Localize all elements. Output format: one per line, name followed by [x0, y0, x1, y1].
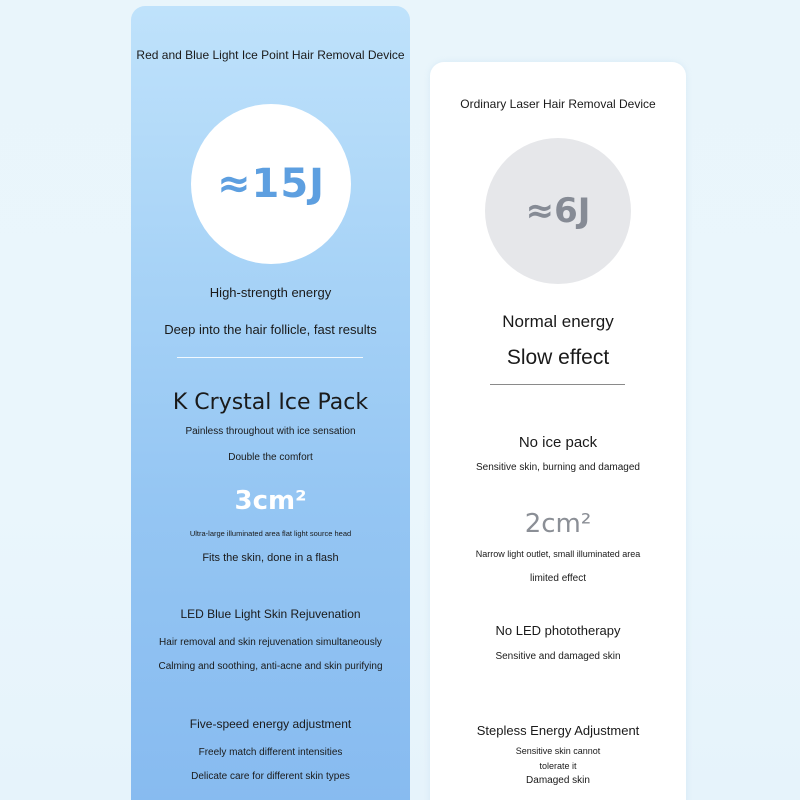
left-ice-line1: Painless throughout with ice sensation [185, 426, 356, 437]
left-area-line2: Fits the skin, done in a flash [202, 552, 339, 564]
right-area-value: 2cm² [524, 509, 592, 539]
right-led-title: No LED phototherapy [495, 623, 621, 638]
right-ice-line1: Sensitive skin, burning and damaged [476, 462, 640, 473]
premium-device-card [131, 6, 410, 800]
left-energy-value: ≈15J [216, 161, 326, 207]
right-energy-value: ≈6J [525, 191, 591, 231]
right-led-line1: Sensitive and damaged skin [495, 651, 621, 662]
right-energy-circle [485, 138, 631, 284]
left-speed-line2: Delicate care for different skin types [191, 771, 350, 782]
left-energy-line1: High-strength energy [209, 285, 332, 300]
left-led-line2: Calming and soothing, anti-acne and skin purifying [158, 661, 383, 672]
left-card-title: Red and Blue Light Ice Point Hair Removal Device [136, 48, 405, 62]
right-area-line2: limited effect [530, 573, 586, 584]
left-speed-title: Five-speed energy adjustment [189, 717, 352, 731]
right-divider [490, 384, 625, 385]
right-card-title: Ordinary Laser Hair Removal Device [460, 97, 656, 111]
left-energy-line2: Deep into the hair follicle, fast results [164, 322, 377, 337]
right-stepless-line1: Sensitive skin cannot [515, 746, 601, 756]
right-stepless-line3: Damaged skin [526, 775, 590, 786]
left-energy-circle [191, 104, 351, 264]
right-energy-line2: Slow effect [506, 346, 610, 369]
right-energy-line1: Normal energy [502, 312, 614, 331]
right-stepless-title: Stepless Energy Adjustment [476, 723, 640, 738]
left-ice-line2: Double the comfort [228, 452, 313, 463]
left-area-value: 3cm² [234, 486, 307, 516]
left-led-line1: Hair removal and skin rejuvenation simultaneously [159, 637, 382, 648]
right-area-line1: Narrow light outlet, small illuminated area [475, 549, 641, 559]
left-led-title: LED Blue Light Skin Rejuvenation [180, 607, 361, 621]
right-stepless-line2: tolerate it [539, 761, 577, 771]
left-area-line1: Ultra-large illuminated area flat light source head [189, 529, 352, 538]
ordinary-device-card [430, 62, 686, 800]
left-divider [177, 357, 363, 358]
right-ice-title: No ice pack [518, 434, 598, 451]
left-ice-title: K Crystal Ice Pack [172, 390, 369, 415]
left-speed-line1: Freely match different intensities [198, 747, 343, 758]
